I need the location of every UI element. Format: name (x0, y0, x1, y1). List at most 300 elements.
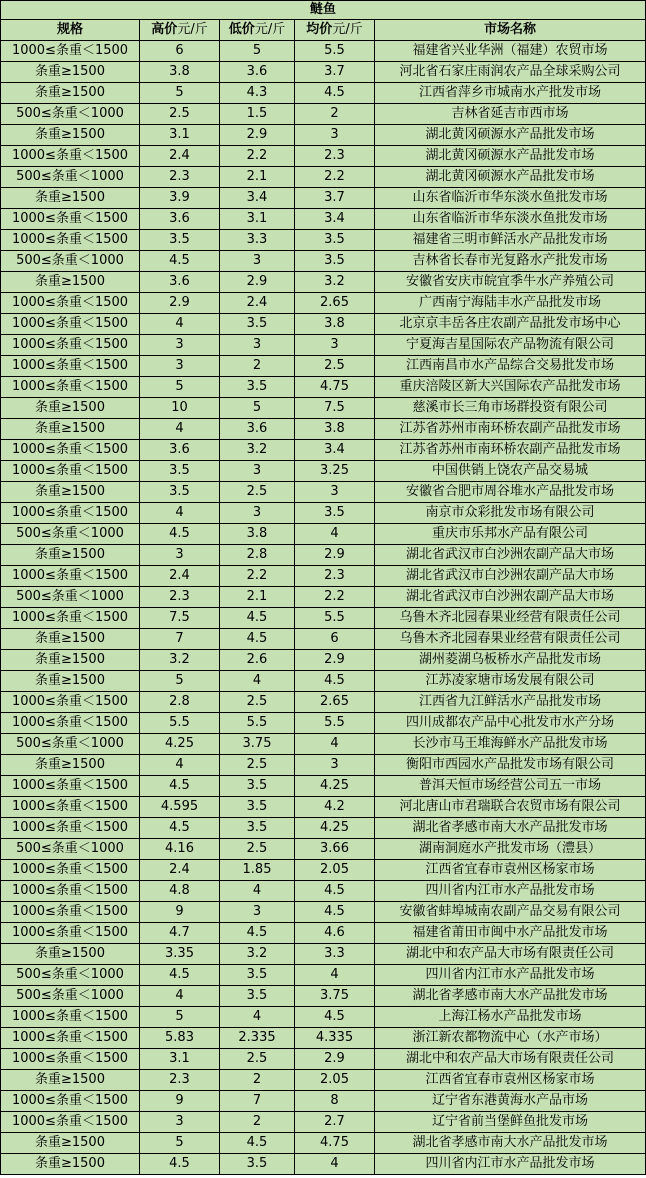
cell-low-price: 3.2 (220, 944, 295, 965)
cell-spec: 1000≤条重＜1500 (1, 41, 140, 62)
cell-high-price: 4 (140, 314, 220, 335)
cell-avg-price: 3.75 (295, 986, 375, 1007)
table-row (1, 377, 646, 398)
cell-avg-price: 2 (295, 104, 375, 125)
cell-high-price: 4 (140, 755, 220, 776)
cell-low-price: 3 (220, 902, 295, 923)
cell-spec: 1000≤条重＜1500 (1, 776, 140, 797)
cell-low-price: 3 (220, 335, 295, 356)
cell-high-price: 2.5 (140, 104, 220, 125)
cell-high-price: 4.5 (140, 524, 220, 545)
table-row (1, 398, 646, 419)
cell-market-name: 四川省内江市水产品批发市场 (375, 1154, 646, 1175)
table-row (1, 41, 646, 62)
cell-low-price: 2.5 (220, 839, 295, 860)
cell-avg-price: 4.5 (295, 671, 375, 692)
cell-high-price: 3.6 (140, 209, 220, 230)
cell-low-price: 5 (220, 398, 295, 419)
cell-spec: 1000≤条重＜1500 (1, 1091, 140, 1112)
cell-market-name: 北京京丰岳各庄农副产品批发市场中心 (375, 314, 646, 335)
cell-avg-price: 4.2 (295, 797, 375, 818)
cell-avg-price: 5.5 (295, 713, 375, 734)
cell-spec: 1000≤条重＜1500 (1, 440, 140, 461)
cell-market-name: 江西省宜春市袁州区杨家市场 (375, 860, 646, 881)
cell-spec: 条重≥1500 (1, 188, 140, 209)
cell-high-price: 5.83 (140, 1028, 220, 1049)
cell-high-price: 5 (140, 83, 220, 104)
cell-low-price: 3.2 (220, 440, 295, 461)
cell-low-price: 3.5 (220, 818, 295, 839)
cell-spec: 1000≤条重＜1500 (1, 377, 140, 398)
cell-market-name: 福建省莆田市闽中水产品批发市场 (375, 923, 646, 944)
cell-market-name: 河北省石家庄雨润农产品全球采购公司 (375, 62, 646, 83)
cell-low-price: 3 (220, 503, 295, 524)
table-row (1, 860, 646, 881)
cell-low-price: 2 (220, 356, 295, 377)
cell-market-name: 湖北省孝感市南大水产品批发市场 (375, 986, 646, 1007)
cell-spec: 1000≤条重＜1500 (1, 881, 140, 902)
cell-avg-price: 3 (295, 755, 375, 776)
cell-low-price: 2.2 (220, 146, 295, 167)
cell-market-name: 重庆市乐邦水产品有限公司 (375, 524, 646, 545)
cell-low-price: 3.8 (220, 524, 295, 545)
cell-low-price: 2 (220, 1070, 295, 1091)
cell-avg-price: 3.7 (295, 188, 375, 209)
cell-high-price: 4.8 (140, 881, 220, 902)
cell-spec: 1000≤条重＜1500 (1, 1028, 140, 1049)
cell-high-price: 3.5 (140, 230, 220, 251)
cell-high-price: 3.1 (140, 125, 220, 146)
cell-spec: 1000≤条重＜1500 (1, 461, 140, 482)
header-avg-price: 均价元/斤 (295, 20, 375, 41)
cell-low-price: 3.3 (220, 230, 295, 251)
cell-spec: 1000≤条重＜1500 (1, 1112, 140, 1133)
cell-high-price: 4.7 (140, 923, 220, 944)
cell-high-price: 3.8 (140, 62, 220, 83)
cell-low-price: 3.5 (220, 797, 295, 818)
cell-market-name: 上海江杨水产品批发市场 (375, 1007, 646, 1028)
cell-avg-price: 3.5 (295, 251, 375, 272)
cell-low-price: 3.5 (220, 986, 295, 1007)
table-row (1, 629, 646, 650)
cell-spec: 1000≤条重＜1500 (1, 692, 140, 713)
cell-market-name: 吉林省长春市光复路水产批发市场 (375, 251, 646, 272)
cell-high-price: 4.16 (140, 839, 220, 860)
cell-low-price: 4.3 (220, 83, 295, 104)
cell-low-price: 1.5 (220, 104, 295, 125)
table-row (1, 62, 646, 83)
cell-avg-price: 3 (295, 125, 375, 146)
cell-spec: 500≤条重＜1000 (1, 839, 140, 860)
cell-avg-price: 4.5 (295, 83, 375, 104)
cell-spec: 500≤条重＜1000 (1, 986, 140, 1007)
cell-high-price: 3.9 (140, 188, 220, 209)
cell-low-price: 3.5 (220, 965, 295, 986)
cell-market-name: 长沙市马王堆海鲜水产品批发市场 (375, 734, 646, 755)
cell-avg-price: 3 (295, 335, 375, 356)
cell-spec: 1000≤条重＜1500 (1, 314, 140, 335)
cell-spec: 条重≥1500 (1, 650, 140, 671)
cell-spec: 条重≥1500 (1, 545, 140, 566)
table-row (1, 230, 646, 251)
table-row (1, 923, 646, 944)
cell-spec: 条重≥1500 (1, 629, 140, 650)
cell-avg-price: 4 (295, 524, 375, 545)
cell-spec: 条重≥1500 (1, 755, 140, 776)
cell-low-price: 2.8 (220, 545, 295, 566)
table-row (1, 125, 646, 146)
table-row (1, 1154, 646, 1175)
table-row (1, 1091, 646, 1112)
cell-avg-price: 3.4 (295, 209, 375, 230)
cell-avg-price: 2.3 (295, 146, 375, 167)
cell-spec: 1000≤条重＜1500 (1, 335, 140, 356)
cell-avg-price: 2.5 (295, 356, 375, 377)
cell-avg-price: 2.9 (295, 545, 375, 566)
cell-avg-price: 2.65 (295, 293, 375, 314)
cell-low-price: 3.75 (220, 734, 295, 755)
cell-avg-price: 4.6 (295, 923, 375, 944)
cell-high-price: 5 (140, 1007, 220, 1028)
table-row (1, 167, 646, 188)
cell-avg-price: 4.5 (295, 902, 375, 923)
cell-low-price: 5.5 (220, 713, 295, 734)
cell-market-name: 安徽省安庆市皖宜季牛水产养殖公司 (375, 272, 646, 293)
cell-market-name: 四川省内江市水产品批发市场 (375, 881, 646, 902)
table-row (1, 734, 646, 755)
cell-spec: 500≤条重＜1000 (1, 104, 140, 125)
table-row (1, 503, 646, 524)
cell-avg-price: 2.9 (295, 1049, 375, 1070)
cell-market-name: 重庆涪陵区新大兴国际农产品批发市场 (375, 377, 646, 398)
cell-market-name: 湖南洞庭水产批发市场（澧县） (375, 839, 646, 860)
cell-low-price: 4 (220, 671, 295, 692)
cell-avg-price: 3.5 (295, 230, 375, 251)
table-body (1, 41, 646, 1175)
cell-low-price: 3.6 (220, 419, 295, 440)
cell-high-price: 2.3 (140, 1070, 220, 1091)
cell-spec: 条重≥1500 (1, 398, 140, 419)
cell-avg-price: 5.5 (295, 608, 375, 629)
cell-high-price: 10 (140, 398, 220, 419)
table-row (1, 902, 646, 923)
header-low-price: 低价元/斤 (220, 20, 295, 41)
cell-avg-price: 2.05 (295, 1070, 375, 1091)
cell-low-price: 7 (220, 1091, 295, 1112)
table-row (1, 83, 646, 104)
cell-avg-price: 3.7 (295, 62, 375, 83)
header-spec: 规格 (1, 20, 140, 41)
cell-avg-price: 6 (295, 629, 375, 650)
cell-high-price: 6 (140, 41, 220, 62)
table-row (1, 755, 646, 776)
cell-high-price: 7.5 (140, 608, 220, 629)
cell-spec: 500≤条重＜1000 (1, 587, 140, 608)
cell-market-name: 湖北黄冈硕源水产品批发市场 (375, 125, 646, 146)
header-row (1, 20, 646, 41)
cell-market-name: 湖北中和农产品大市场有限责任公司 (375, 944, 646, 965)
cell-high-price: 3.5 (140, 461, 220, 482)
cell-avg-price: 3.8 (295, 314, 375, 335)
cell-low-price: 4.5 (220, 608, 295, 629)
cell-market-name: 江西南昌市水产品综合交易批发市场 (375, 356, 646, 377)
cell-spec: 1000≤条重＜1500 (1, 1049, 140, 1070)
cell-avg-price: 4 (295, 1154, 375, 1175)
cell-high-price: 3 (140, 545, 220, 566)
cell-market-name: 南京市众彩批发市场有限公司 (375, 503, 646, 524)
cell-spec: 1000≤条重＜1500 (1, 566, 140, 587)
table-row (1, 818, 646, 839)
table-row (1, 335, 646, 356)
cell-market-name: 湖北中和农产品大市场有限责任公司 (375, 1049, 646, 1070)
cell-avg-price: 4.5 (295, 881, 375, 902)
cell-avg-price: 2.2 (295, 167, 375, 188)
cell-low-price: 4 (220, 881, 295, 902)
cell-spec: 1000≤条重＜1500 (1, 860, 140, 881)
cell-low-price: 2.5 (220, 1049, 295, 1070)
cell-high-price: 2.9 (140, 293, 220, 314)
cell-low-price: 3.1 (220, 209, 295, 230)
cell-low-price: 3.6 (220, 62, 295, 83)
cell-low-price: 2 (220, 1112, 295, 1133)
cell-market-name: 湖北省孝感市南大水产品批发市场 (375, 818, 646, 839)
cell-high-price: 2.4 (140, 146, 220, 167)
cell-spec: 1000≤条重＜1500 (1, 923, 140, 944)
table-row (1, 209, 646, 230)
cell-market-name: 浙江新农都物流中心（水产市场） (375, 1028, 646, 1049)
table-row (1, 587, 646, 608)
cell-market-name: 福建省三明市鲜活水产品批发市场 (375, 230, 646, 251)
cell-spec: 条重≥1500 (1, 419, 140, 440)
table-row (1, 188, 646, 209)
cell-low-price: 4.5 (220, 923, 295, 944)
table-row (1, 146, 646, 167)
cell-spec: 1000≤条重＜1500 (1, 902, 140, 923)
cell-avg-price: 3.8 (295, 419, 375, 440)
cell-avg-price: 3.5 (295, 503, 375, 524)
table-row (1, 419, 646, 440)
table-row (1, 524, 646, 545)
cell-low-price: 2.4 (220, 293, 295, 314)
cell-high-price: 3.2 (140, 650, 220, 671)
cell-high-price: 5 (140, 1133, 220, 1154)
table-row (1, 1007, 646, 1028)
cell-market-name: 吉林省延吉市西市场 (375, 104, 646, 125)
cell-spec: 条重≥1500 (1, 944, 140, 965)
cell-market-name: 安徽省合肥市周谷堆水产品批发市场 (375, 482, 646, 503)
table-row (1, 650, 646, 671)
cell-avg-price: 3.2 (295, 272, 375, 293)
cell-market-name: 乌鲁木齐北园春果业经营有限责任公司 (375, 629, 646, 650)
cell-low-price: 3 (220, 251, 295, 272)
cell-low-price: 3.5 (220, 776, 295, 797)
cell-avg-price: 3.66 (295, 839, 375, 860)
table-row (1, 1133, 646, 1154)
cell-high-price: 4.5 (140, 776, 220, 797)
cell-market-name: 广西南宁海陆丰水产品批发市场 (375, 293, 646, 314)
cell-market-name: 山东省临沂市华东淡水鱼批发市场 (375, 209, 646, 230)
table-row (1, 671, 646, 692)
cell-low-price: 2.5 (220, 482, 295, 503)
cell-market-name: 湖北省武汉市白沙洲农副产品大市场 (375, 587, 646, 608)
cell-high-price: 3 (140, 356, 220, 377)
cell-avg-price: 4.75 (295, 1133, 375, 1154)
cell-spec: 1000≤条重＜1500 (1, 293, 140, 314)
cell-low-price: 2.5 (220, 755, 295, 776)
table-row (1, 314, 646, 335)
cell-avg-price: 4.5 (295, 1007, 375, 1028)
cell-avg-price: 2.2 (295, 587, 375, 608)
cell-market-name: 安徽省蚌埠城南农副产品交易有限公司 (375, 902, 646, 923)
cell-low-price: 4.5 (220, 1133, 295, 1154)
table-row (1, 566, 646, 587)
cell-market-name: 湖北省武汉市白沙洲农副产品大市场 (375, 545, 646, 566)
cell-market-name: 辽宁省前当堡鲜鱼批发市场 (375, 1112, 646, 1133)
table-row (1, 692, 646, 713)
cell-market-name: 江苏凌家塘市场发展有限公司 (375, 671, 646, 692)
cell-spec: 1000≤条重＜1500 (1, 1007, 140, 1028)
header-market-name: 市场名称 (375, 20, 646, 41)
cell-high-price: 4.5 (140, 251, 220, 272)
cell-low-price: 5 (220, 41, 295, 62)
table-row (1, 356, 646, 377)
cell-market-name: 江苏省苏州市南环桥农副产品批发市场 (375, 440, 646, 461)
table-row (1, 608, 646, 629)
cell-avg-price: 8 (295, 1091, 375, 1112)
cell-high-price: 5 (140, 671, 220, 692)
table-row (1, 293, 646, 314)
cell-avg-price: 4.25 (295, 818, 375, 839)
cell-spec: 1000≤条重＜1500 (1, 356, 140, 377)
cell-low-price: 1.85 (220, 860, 295, 881)
cell-avg-price: 2.05 (295, 860, 375, 881)
cell-spec: 条重≥1500 (1, 125, 140, 146)
table-row (1, 713, 646, 734)
cell-low-price: 2.1 (220, 587, 295, 608)
cell-spec: 500≤条重＜1000 (1, 965, 140, 986)
cell-spec: 1000≤条重＜1500 (1, 230, 140, 251)
cell-spec: 1000≤条重＜1500 (1, 713, 140, 734)
table-row (1, 839, 646, 860)
cell-high-price: 7 (140, 629, 220, 650)
cell-high-price: 3.35 (140, 944, 220, 965)
cell-spec: 1000≤条重＜1500 (1, 209, 140, 230)
cell-spec: 1000≤条重＜1500 (1, 797, 140, 818)
cell-market-name: 湖北省武汉市白沙洲农副产品大市场 (375, 566, 646, 587)
cell-high-price: 9 (140, 902, 220, 923)
cell-market-name: 宁夏海吉星国际农产品物流有限公司 (375, 335, 646, 356)
cell-avg-price: 2.65 (295, 692, 375, 713)
cell-high-price: 2.8 (140, 692, 220, 713)
table-row (1, 1028, 646, 1049)
cell-market-name: 湖北黄冈硕源水产品批发市场 (375, 146, 646, 167)
cell-high-price: 4.5 (140, 1154, 220, 1175)
cell-low-price: 3.5 (220, 377, 295, 398)
table-row (1, 545, 646, 566)
cell-avg-price: 4.75 (295, 377, 375, 398)
cell-high-price: 3.5 (140, 482, 220, 503)
cell-avg-price: 4.335 (295, 1028, 375, 1049)
cell-avg-price: 2.7 (295, 1112, 375, 1133)
cell-spec: 1000≤条重＜1500 (1, 818, 140, 839)
cell-low-price: 3.5 (220, 1154, 295, 1175)
cell-spec: 条重≥1500 (1, 1070, 140, 1091)
cell-high-price: 4.5 (140, 965, 220, 986)
cell-spec: 500≤条重＜1000 (1, 251, 140, 272)
cell-spec: 1000≤条重＜1500 (1, 503, 140, 524)
cell-high-price: 4.5 (140, 818, 220, 839)
cell-spec: 1000≤条重＜1500 (1, 608, 140, 629)
cell-avg-price: 4.25 (295, 776, 375, 797)
cell-market-name: 湖北省孝感市南大水产品批发市场 (375, 1133, 646, 1154)
cell-low-price: 2.335 (220, 1028, 295, 1049)
table-row (1, 1049, 646, 1070)
cell-market-name: 江苏省苏州市南环桥农副产品批发市场 (375, 419, 646, 440)
cell-spec: 条重≥1500 (1, 671, 140, 692)
cell-avg-price: 3.3 (295, 944, 375, 965)
cell-low-price: 2.2 (220, 566, 295, 587)
table-title: 鲢鱼 (1, 1, 646, 20)
cell-avg-price: 2.3 (295, 566, 375, 587)
table-row (1, 797, 646, 818)
table-row (1, 1112, 646, 1133)
cell-high-price: 9 (140, 1091, 220, 1112)
cell-market-name: 慈溪市长三角市场群投资有限公司 (375, 398, 646, 419)
cell-high-price: 4 (140, 503, 220, 524)
cell-low-price: 2.9 (220, 272, 295, 293)
cell-spec: 条重≥1500 (1, 1154, 140, 1175)
cell-high-price: 3.6 (140, 440, 220, 461)
cell-market-name: 乌鲁木齐北园春果业经营有限责任公司 (375, 608, 646, 629)
cell-avg-price: 3 (295, 482, 375, 503)
cell-spec: 条重≥1500 (1, 62, 140, 83)
header-high-price: 高价元/斤 (140, 20, 220, 41)
cell-high-price: 4 (140, 419, 220, 440)
cell-market-name: 山东省临沂市华东淡水鱼批发市场 (375, 188, 646, 209)
cell-avg-price: 2.9 (295, 650, 375, 671)
cell-market-name: 湖州菱湖乌板桥水产品批发市场 (375, 650, 646, 671)
cell-spec: 条重≥1500 (1, 1133, 140, 1154)
table-row (1, 881, 646, 902)
table-row (1, 482, 646, 503)
cell-high-price: 5.5 (140, 713, 220, 734)
cell-spec: 1000≤条重＜1500 (1, 146, 140, 167)
table-row (1, 1070, 646, 1091)
cell-high-price: 2.4 (140, 566, 220, 587)
cell-avg-price: 4 (295, 965, 375, 986)
cell-high-price: 2.4 (140, 860, 220, 881)
cell-high-price: 5 (140, 377, 220, 398)
cell-avg-price: 3.4 (295, 440, 375, 461)
cell-market-name: 河北唐山市君瑞联合农贸市场有限公司 (375, 797, 646, 818)
table-row (1, 461, 646, 482)
cell-market-name: 辽宁省东港黄海水产品市场 (375, 1091, 646, 1112)
table-row (1, 251, 646, 272)
cell-market-name: 普洱天恒市场经营公司五一市场 (375, 776, 646, 797)
cell-high-price: 4.595 (140, 797, 220, 818)
table-row (1, 440, 646, 461)
cell-low-price: 2.6 (220, 650, 295, 671)
cell-market-name: 江西省九江鲜活水产品批发市场 (375, 692, 646, 713)
cell-market-name: 四川成都农产品中心批发市水产分场 (375, 713, 646, 734)
table-row (1, 944, 646, 965)
table-row (1, 272, 646, 293)
cell-low-price: 2.9 (220, 125, 295, 146)
cell-market-name: 江西省宜春市袁州区杨家市场 (375, 1070, 646, 1091)
cell-high-price: 4 (140, 986, 220, 1007)
table-row (1, 965, 646, 986)
cell-avg-price: 4 (295, 734, 375, 755)
